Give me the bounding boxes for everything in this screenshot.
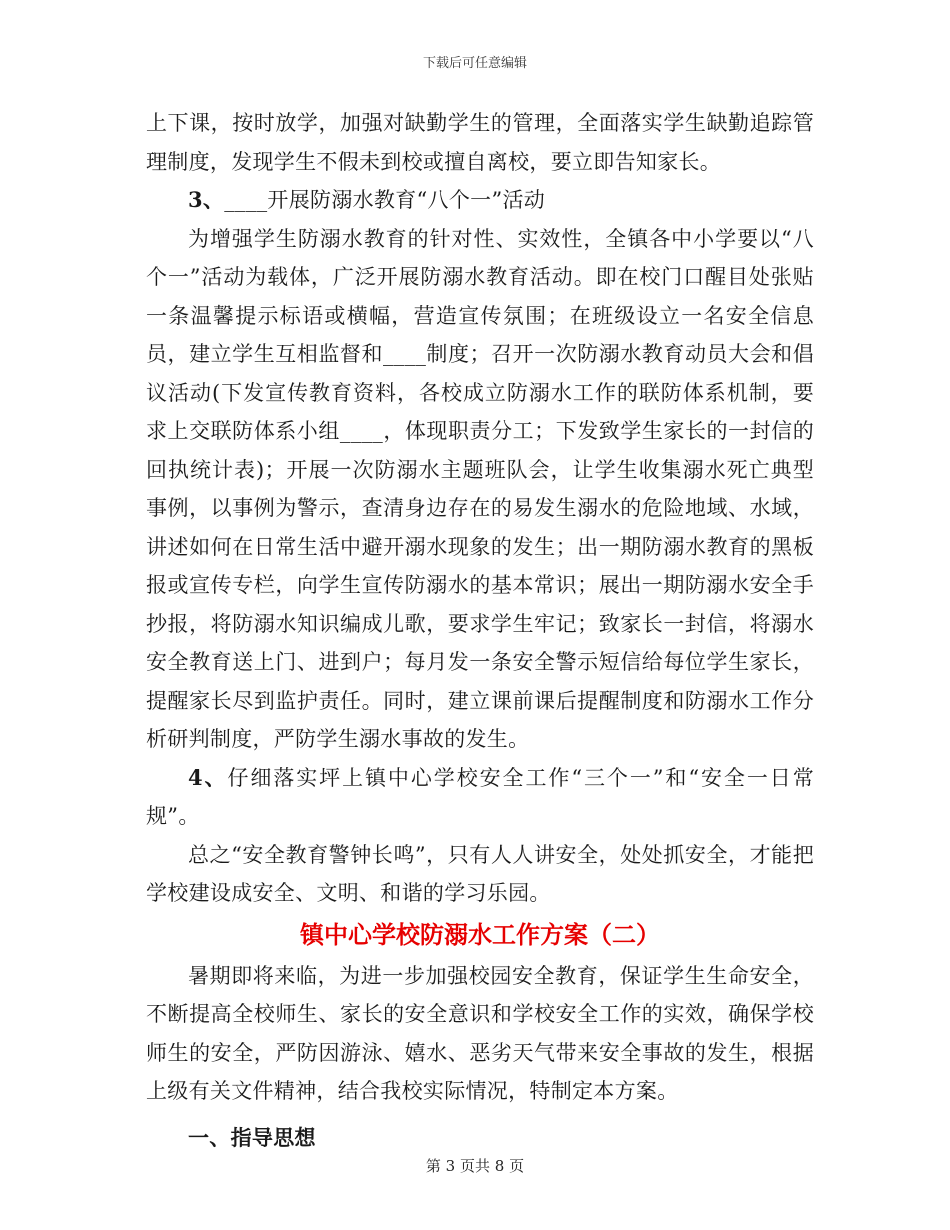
document-body (146, 104, 814, 1157)
item-3-text: ____开展防溺水教育“八个一”活动 (224, 188, 546, 212)
item-4-text: 仔细落实坪上镇中心学校安全工作“三个一”和“安全一日常规”。 (146, 765, 814, 828)
page-footer: 第 3 页共 8 页 (425, 1157, 525, 1175)
item-4-number: 4、 (188, 764, 228, 790)
section-title: 镇中心学校防溺水工作方案（二） (300, 919, 660, 949)
item-3-number: 3、 (188, 187, 225, 212)
paragraph-eight-activities: 为增强学生防溺水教育的针对性、实效性，全镇各中小学要以“八个一”活动为载体，广泛开展防溺水教育活动。即在校门口醒目处张贴一条温馨提示标语或横幅，营造宣传氛围；在班级设立一名安全信息员，建立学生互相监督和____制度；召开一次防溺水教育动员大会和倡议活动(下发宣传教育资料，各校成立防溺水工作的联防体系机制，要求上交联防体系小组____，体现职责分工；下发致学生家长的一封信的回执统计表)；开展一次防溺水主题班队会，让学生收集溺水死亡典型事例，以事例为警示，查清身边存在的易发生溺水的危险地域、水域，讲述如何在日常生活中避开溺水现象的发生；出一期防溺水教育的黑板报或宣传专栏，向学生宣传防溺水的基本常识；展出一期防溺水安全手抄报，将防溺水知识编成儿歌，要求学生牢记；致家长一封信，将溺水安全教育送上门、进到户；每月发一条安全警示短信给每位学生家长，提醒家长尽到监护责任。同时，建立课前课后提醒制度和防溺水工作分析研判制度，严防学生溺水事故的发生。 (146, 226, 814, 751)
heading-guiding-ideology: 一、指导思想 (188, 1124, 316, 1150)
item-4 (146, 759, 814, 836)
paragraph-attendance: 上下课，按时放学，加强对缺勤学生的管理，全面落实学生缺勤追踪管理制度，发现学生不假未到校或擅自离校，要立即告知家长。 (146, 111, 814, 174)
paragraph-intro: 暑期即将来临，为进一步加强校园安全教育，保证学生生命安全，不断提高全校师生、家长的安全意识和学校安全工作的实效，确保学校师生的安全，严防因游泳、嬉水、恶劣天气带来安全事故的发生，根据上级有关文件精神，结合我校实际情况，特制定本方案。 (146, 963, 814, 1103)
item-3-heading (146, 181, 814, 220)
paragraph-summary: 总之“安全教育警钟长鸣”，只有人人讲安全，处处抓安全，才能把学校建设成安全、文明、和谐的学习乐园。 (146, 842, 814, 905)
page-header: 下载后可任意编辑 (422, 56, 527, 71)
